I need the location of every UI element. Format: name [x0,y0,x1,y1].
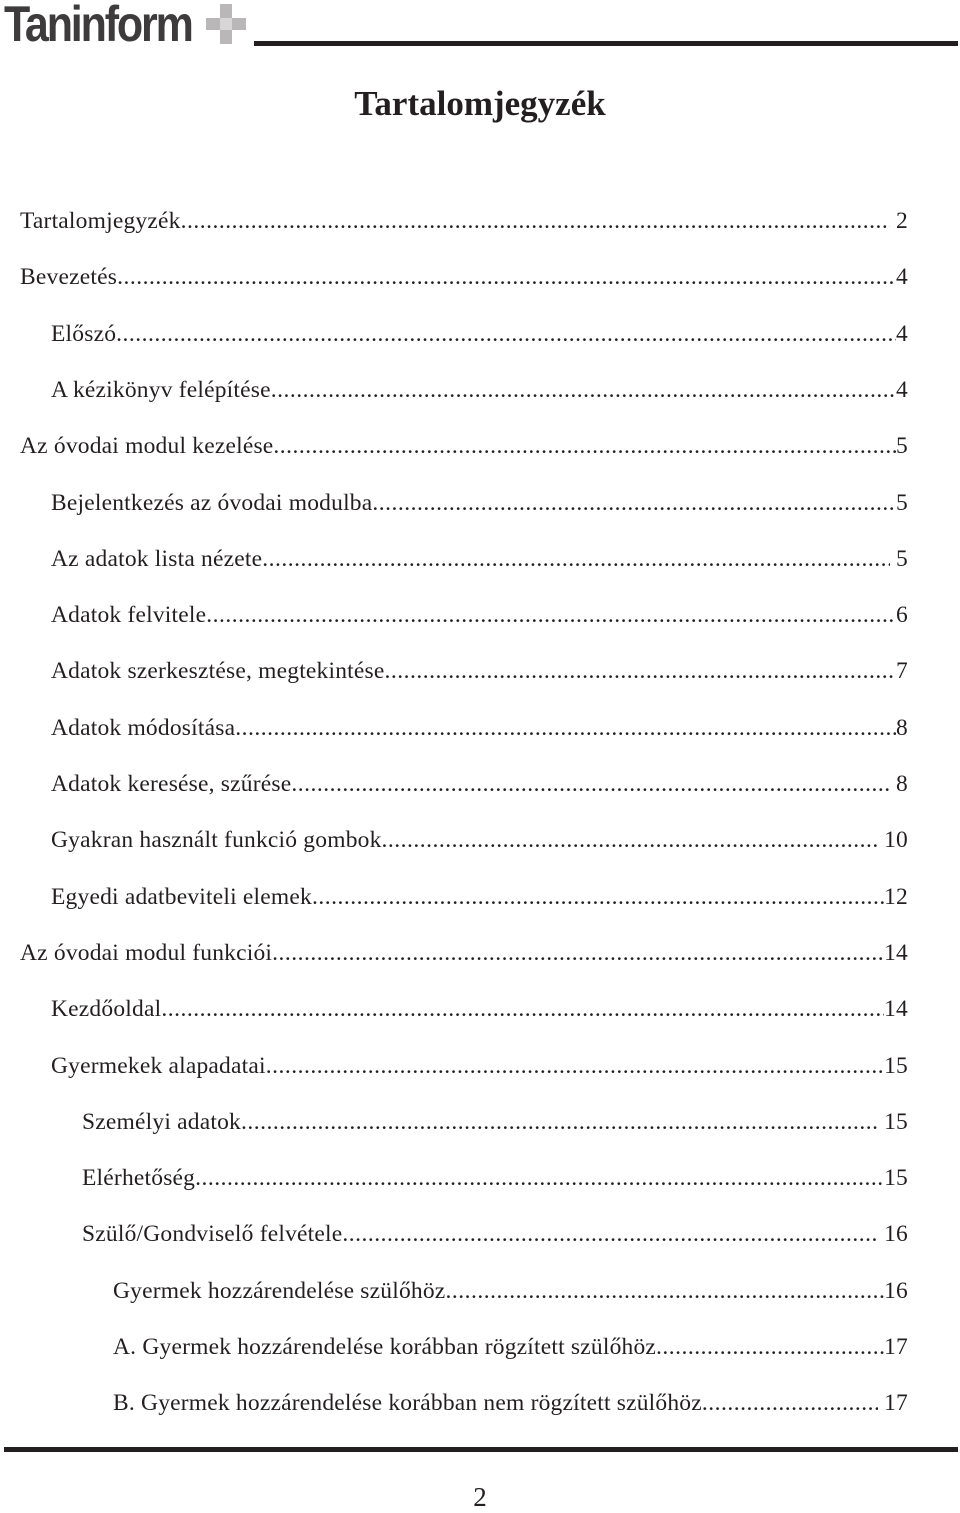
page-title: Tartalomjegyzék [354,84,606,123]
toc-entry-page: 14 [884,940,908,966]
toc-entry[interactable] [51,597,908,633]
toc-entry[interactable] [51,879,908,915]
toc-entry[interactable] [20,259,908,295]
toc-dot-leader [702,1385,878,1421]
footer-divider [4,1447,958,1452]
page-number: 2 [473,1482,487,1512]
toc-entry[interactable] [51,710,908,746]
toc-entry-title: Adatok keresése, szűrése [51,771,292,797]
toc-entry[interactable] [113,1273,908,1309]
toc-entry-title: Bejelentkezés az óvodai modulba [51,490,373,516]
toc-entry[interactable] [51,541,908,577]
toc-entry[interactable] [51,991,908,1027]
toc-dot-leader [656,1329,884,1365]
toc-entry-title: Személyi adatok [82,1109,241,1135]
toc-entry-title: Kezdőoldal [51,996,162,1022]
toc-entry[interactable] [51,653,908,689]
logo-wordmark: Taninform [4,0,192,52]
toc-dot-leader [161,991,884,1027]
toc-entry[interactable] [51,822,908,858]
toc-entry-page: 16 [884,1278,908,1304]
toc-entry-page: 5 [896,490,908,516]
toc-dot-leader [445,1273,884,1309]
toc-entry[interactable] [82,1216,908,1252]
toc-dot-leader [372,485,896,521]
toc-dot-leader [241,1104,878,1140]
toc-entry-page: 12 [884,884,908,910]
toc-entry-title: Előszó [51,321,117,347]
toc-entry-page: 10 [878,827,908,853]
toc-entry-page: 15 [884,1165,908,1191]
toc-entry[interactable] [20,203,908,239]
toc-entry-page: 17 [878,1390,908,1416]
toc-entry[interactable] [51,485,908,521]
toc-dot-leader [385,653,897,689]
toc-entry-page: 4 [896,321,908,347]
toc-entry-page: 4 [896,264,908,290]
toc-entry-page: 5 [896,433,908,459]
toc-entry[interactable] [51,766,908,802]
page-header [0,0,960,60]
toc-entry-title: Szülő/Gondviselő felvétele [82,1221,343,1247]
plus-logo-icon [206,4,246,44]
toc-entry-title: Bevezetés [20,264,118,290]
toc-entry[interactable] [82,1160,908,1196]
toc-entry-page: 8 [889,771,908,797]
toc-entry-page: 8 [896,715,908,741]
toc-entry-page: 5 [889,546,908,572]
toc-entry-title: Az óvodai modul kezelése [20,433,274,459]
toc-entry-title: Elérhetőség [82,1165,196,1191]
toc-entry-page: 7 [896,658,908,684]
toc-entry-title: Adatok felvitele [51,602,207,628]
toc-entry[interactable] [20,428,908,464]
toc-dot-leader [206,597,896,633]
toc-dot-leader [262,541,890,577]
header-divider [254,41,958,46]
toc-entry-title: Egyedi adatbeviteli elemek [51,884,312,910]
toc-dot-leader [382,822,878,858]
toc-entry-title: Adatok módosítása [51,715,236,741]
toc-entry[interactable] [51,1048,908,1084]
toc-entry-title: B. Gyermek hozzárendelése korábban nem rögzített szülőhöz [113,1390,702,1416]
toc-entry-title: Az adatok lista nézete [51,546,263,572]
toc-entry-title: Gyermek hozzárendelése szülőhöz [113,1278,446,1304]
toc-entry[interactable] [113,1329,908,1365]
toc-entry-title: Gyermekek alapadatai [51,1053,266,1079]
toc-dot-leader [291,766,890,802]
toc-dot-leader [181,203,890,239]
toc-entry-page: 16 [878,1221,908,1247]
toc-entry[interactable] [20,935,908,971]
toc-entry-title: Gyakran használt funkció gombok [51,827,382,853]
toc-entry-page: 2 [889,208,908,234]
toc-entry[interactable] [51,372,908,408]
toc-entry-page: 6 [896,602,908,628]
toc-dot-leader [342,1216,878,1252]
toc-entry-title: Az óvodai modul funkciói [20,940,273,966]
toc-entry[interactable] [82,1104,908,1140]
toc-entry-page: 15 [878,1109,908,1135]
toc-entry-page: 17 [884,1334,908,1360]
toc-dot-leader [272,935,884,971]
toc-entry-title: A. Gyermek hozzárendelése korábban rögzített szülőhöz [113,1334,657,1360]
toc-entry-title: A kézikönyv felépítése [51,377,271,403]
toc-dot-leader [116,316,896,352]
toc-dot-leader [273,428,896,464]
toc-dot-leader [235,710,896,746]
toc-entry-page: 4 [896,377,908,403]
toc-entry[interactable] [51,316,908,352]
toc-entry-title: Adatok szerkesztése, megtekintése [51,658,385,684]
toc-entry-page: 15 [884,1053,908,1079]
toc-dot-leader [271,372,896,408]
toc-dot-leader [266,1048,884,1084]
toc-entry-page: 14 [884,996,908,1022]
toc-entry[interactable] [113,1385,908,1421]
toc-dot-leader [117,259,896,295]
toc-entry-title: Tartalomjegyzék [20,208,181,234]
toc-dot-leader [195,1160,884,1196]
toc-dot-leader [312,879,884,915]
